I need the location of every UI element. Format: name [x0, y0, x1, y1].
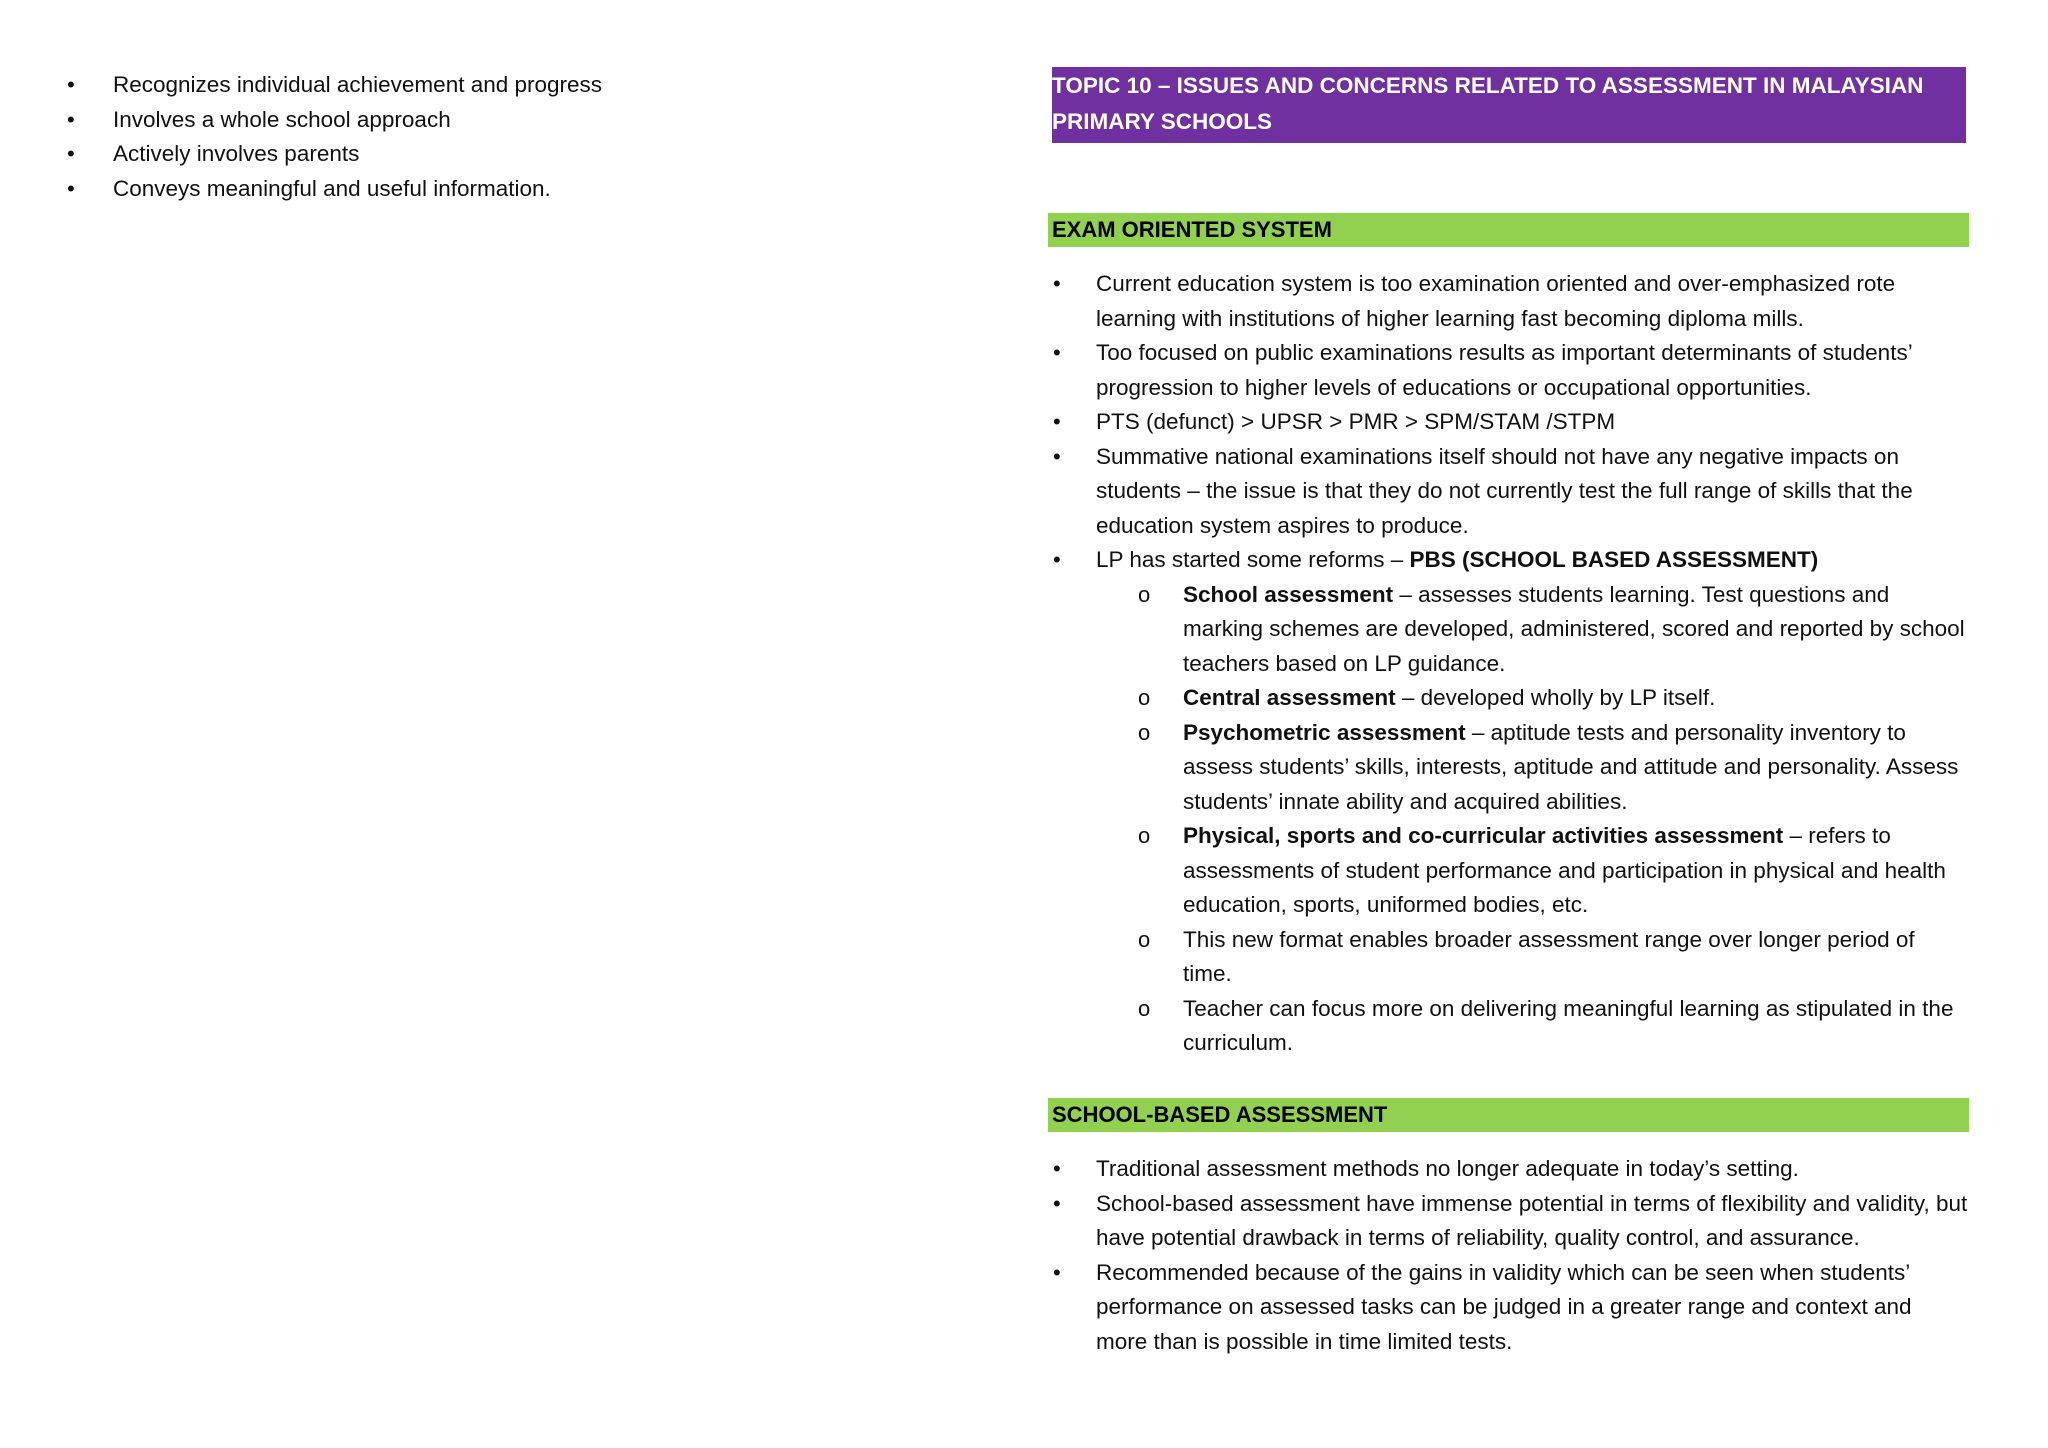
list-item: • Current education system is too examination oriented and over-emphasized rote learning with institutions of higher learning fast becoming diploma mills.: [1096, 267, 1968, 336]
left-bullet-list: [67, 68, 973, 206]
bullet-icon: •: [1053, 340, 1061, 365]
list-item: • Conveys meaningful and useful information.: [113, 172, 973, 207]
list-item: • Actively involves parents: [113, 137, 973, 172]
list-item: • Summative national examinations itself should not have any negative impacts on students – the issue is that they do not currently test the full range of skills that the education system aspires to produce.: [1096, 440, 1968, 544]
list-item: • Too focused on public examinations results as important determinants of students’ progression to higher levels of educations or occupational opportunities.: [1096, 336, 1968, 405]
hollow-bullet-icon: o: [1138, 995, 1151, 1021]
hollow-bullet-icon: o: [1138, 926, 1151, 952]
hollow-bullet-icon: o: [1138, 719, 1151, 745]
bullet-icon: •: [1053, 443, 1061, 469]
bullet-icon: •: [67, 106, 75, 132]
exam-bullet-list: [1053, 267, 1968, 1061]
section-heading-exam-oriented: EXAM ORIENTED SYSTEM: [1048, 213, 1969, 247]
bullet-icon: •: [1053, 271, 1061, 296]
list-item-reforms: • LP has started some reforms – PBS (SCHOOL BASED ASSESSMENT) o School assessment – assesses students learning. Test questions and marking schemes are developed, administered, scored and reported by school teachers based on LP guidance. o Central assessment – developed wholly by LP itself. o Psychometric assessment – aptitude tests and personality inventory to assess students’ skills, interests, aptitude and attitude and personality. Assess students’ innate ability and acquired abilities. o Physical, sports and co-curricular activities assessment – refers to assessments of student performance and participation in physical and health education, sports, uniformed bodies, etc. o This new format enables broader assessment range over longer period of time. o Teacher can focus more on delivering meaningful learning as stipulated in the curriculum.: [1096, 543, 1968, 1061]
list-item: • Recognizes individual achievement and progress: [113, 68, 973, 103]
sub-list-item: o Physical, sports and co-curricular activities assessment – refers to assessments of student performance and participation in physical and health education, sports, uniformed bodies, etc.: [1183, 819, 1968, 923]
bullet-icon: •: [1053, 409, 1061, 434]
bullet-icon: •: [1053, 1259, 1061, 1285]
sub-list-item: o Central assessment – developed wholly by LP itself.: [1183, 681, 1968, 716]
hollow-bullet-icon: o: [1138, 685, 1151, 710]
sub-list-item: o Teacher can focus more on delivering meaningful learning as stipulated in the curriculum.: [1183, 992, 1968, 1061]
bullet-icon: •: [1053, 547, 1061, 572]
sub-list-item: o Psychometric assessment – aptitude tests and personality inventory to assess students’ skills, interests, aptitude and attitude and personality. Assess students’ innate ability and acquired abilities.: [1183, 716, 1968, 820]
list-item: • PTS (defunct) > UPSR > PMR > SPM/STAM /STPM: [1096, 405, 1968, 440]
section-heading-school-based: SCHOOL-BASED ASSESSMENT: [1048, 1098, 1969, 1132]
bullet-icon: •: [67, 141, 75, 166]
hollow-bullet-icon: o: [1138, 823, 1151, 848]
hollow-bullet-icon: o: [1138, 581, 1151, 607]
sub-list-item: o This new format enables broader assessment range over longer period of time.: [1183, 923, 1968, 992]
sba-bullet-list: [1053, 1152, 1968, 1359]
reform-sub-list: [1096, 578, 1968, 1061]
bullet-icon: •: [67, 175, 75, 201]
list-item: • Recommended because of the gains in validity which can be seen when students’ performance on assessed tasks can be judged in a greater range and context and more than is possible in time limited tests.: [1096, 1256, 1968, 1360]
list-item: • Involves a whole school approach: [113, 103, 973, 138]
list-item: • School-based assessment have immense potential in terms of flexibility and validity, but have potential drawback in terms of reliability, quality control, and assurance.: [1096, 1187, 1968, 1256]
topic-title: TOPIC 10 – ISSUES AND CONCERNS RELATED TO ASSESSMENT IN MALAYSIAN PRIMARY SCHOOLS: [1052, 67, 1966, 143]
list-item: • Traditional assessment methods no longer adequate in today’s setting.: [1096, 1152, 1968, 1187]
bullet-icon: •: [1053, 1190, 1061, 1216]
sub-list-item: o School assessment – assesses students learning. Test questions and marking schemes are developed, administered, scored and reported by school teachers based on LP guidance.: [1183, 578, 1968, 682]
bullet-icon: •: [67, 72, 75, 97]
bullet-icon: •: [1053, 1156, 1061, 1181]
